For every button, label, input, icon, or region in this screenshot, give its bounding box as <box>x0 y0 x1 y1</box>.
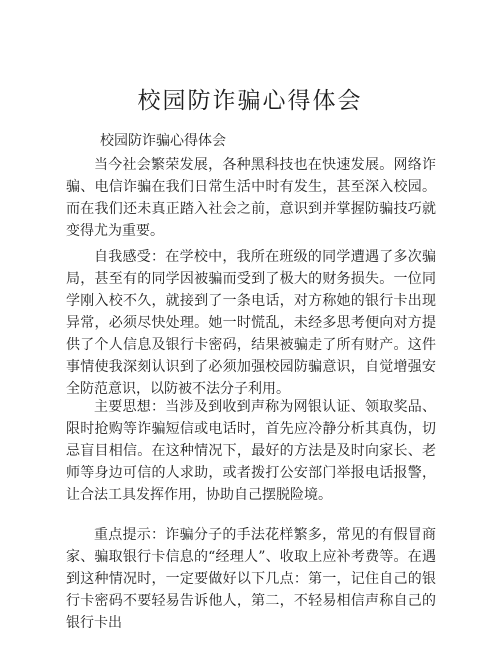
paragraph-intro: 当今社会繁荣发展，各种黑科技也在快速发展。网络诈骗、电信诈骗在我们日常生活中时有发生，甚至深入校园。而在我们还未真正踏入社会之前，意识到并掌握防骗技巧就变得尤为重要。 <box>66 157 436 239</box>
paragraph-key-tips: 重点提示：诈骗分子的手法花样繁多，常见的有假冒商家、骗取银行卡信息的“经理人”、收取上应补考费等。在遇到这种情况时，一定要做好以下几点：第一，记住自己的银行卡密码不要轻易告诉他人，第二，不轻易相信声称自己的银行卡出 <box>66 527 436 631</box>
document-title: 校园防诈骗心得体会 <box>137 88 363 114</box>
paragraph-main-ideas: 主要思想：当涉及到收到声称为网银认证、领取奖品、限时抢购等诈骗短信或电话时，首先应冷静分析其真伪，切忌盲目相信。在这种情况下，最好的方法是及时向家长、老师等身边可信的人求助，或者拨打公安部门举报电话报警，让合法工具发挥作用，协助自己摆脱险境。 <box>66 399 436 503</box>
paragraph-personal-experience: 自我感受：在学校中，我所在班级的同学遭遇了多次骗局，甚至有的同学因被骗而受到了极大的财务损失。一位同学刚入校不久，就接到了一条电话，对方称她的银行卡出现异常，必须尽快处理。她一时慌乱，未经多思考便向对方提供了个人信息及银行卡密码，结果被骗走了所有财产。这件事情使我深刻认识到了必须加强校园防骗意识，自觉增强安全防范意识，以防被不法分子利用。 <box>66 249 436 397</box>
document-subtitle: 校园防诈骗心得体会 <box>100 133 226 149</box>
